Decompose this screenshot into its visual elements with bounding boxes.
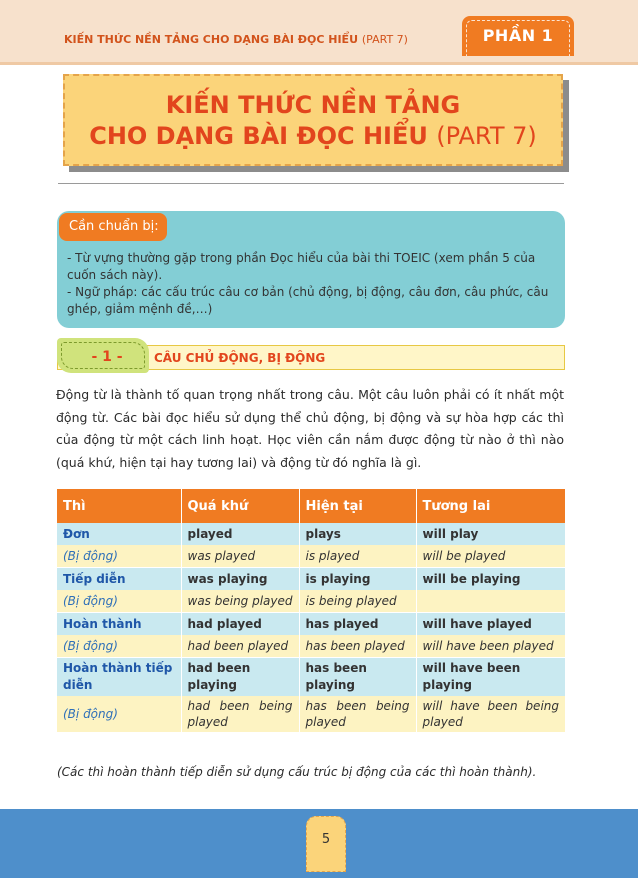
chapter-title-line2-main: CHO DẠNG BÀI ĐỌC HIỂU	[89, 122, 428, 150]
prep-label: Cần chuẩn bị:	[59, 213, 167, 241]
table-row	[57, 545, 565, 568]
chapter-title-part: (PART 7)	[436, 122, 537, 150]
table-cell: has played	[299, 613, 416, 636]
table-row	[57, 658, 565, 697]
table-cell: will be played	[416, 545, 565, 568]
prep-line-grammar: - Ngữ pháp: các cấu trúc câu cơ bản (chủ động, bị động, câu đơn, câu phức, câu ghép, giảm mệnh đề,…)	[67, 285, 549, 316]
table-cell: (Bị động)	[57, 590, 181, 613]
header-tense: Thì	[57, 489, 181, 523]
table-header-row	[57, 489, 565, 523]
table-cell: had played	[181, 613, 299, 636]
page-number: 5	[321, 832, 331, 847]
table-cell: was played	[181, 545, 299, 568]
table-cell: (Bị động)	[57, 545, 181, 568]
table-cell: (Bị động)	[57, 635, 181, 658]
tense-table	[57, 489, 565, 733]
table-cell: will have been playing	[416, 658, 565, 697]
table-cell: will be playing	[416, 568, 565, 591]
table-cell: is being played	[299, 590, 416, 613]
table-cell: plays	[299, 523, 416, 545]
table-row	[57, 590, 565, 613]
chapter-title-line1: KIẾN THỨC NỀN TẢNG	[165, 91, 461, 119]
table-cell: had been playing	[181, 658, 299, 697]
running-header-title	[64, 33, 408, 46]
table-cell: will have been being played	[416, 696, 565, 733]
table-cell: Hoàn thành tiếp diễn	[57, 658, 181, 697]
table-cell: Đơn	[57, 523, 181, 545]
table-cell: had been being played	[181, 696, 299, 733]
table-row	[57, 613, 565, 636]
table-cell: is played	[299, 545, 416, 568]
table-cell: has been played	[299, 635, 416, 658]
table-cell: will play	[416, 523, 565, 545]
chapter-title-line2	[65, 120, 561, 152]
table-cell: Hoàn thành	[57, 613, 181, 636]
table-cell: was playing	[181, 568, 299, 591]
header-divider	[0, 62, 638, 65]
table-cell: (Bị động)	[57, 696, 181, 733]
header-present: Hiện tại	[299, 489, 416, 523]
chapter-title-box	[63, 74, 563, 166]
header-past: Quá khứ	[181, 489, 299, 523]
table-row	[57, 523, 565, 545]
intro-paragraph: Động từ là thành tố quan trọng nhất trong câu. Một câu luôn phải có ít nhất một động từ. Các bài đọc hiểu sử dụng thể chủ động, bị động và sự hòa hợp các thì của động từ một cách linh hoạt. Học viên cần nắm được động từ nào ở thì nào (quá khứ, hiện tại hay tương lai) và động từ đó nghĩa là gì.	[56, 387, 564, 470]
table-cell: is playing	[299, 568, 416, 591]
table-note: (Các thì hoàn thành tiếp diễn sử dụng cấu trúc bị động của các thì hoàn thành).	[57, 765, 537, 779]
table-cell: was being played	[181, 590, 299, 613]
table-row	[57, 568, 565, 591]
table-cell: will have been played	[416, 635, 565, 658]
part-tab: PHẦN 1	[462, 16, 574, 56]
table-cell: had been played	[181, 635, 299, 658]
table-cell: will have played	[416, 613, 565, 636]
table-cell: played	[181, 523, 299, 545]
section-number: - 1 -	[91, 349, 123, 365]
table-cell: has been playing	[299, 658, 416, 697]
table-cell: has been being played	[299, 696, 416, 733]
table-cell	[416, 590, 565, 613]
horizontal-rule	[58, 183, 564, 184]
running-header-part: (PART 7)	[361, 33, 408, 46]
header-future: Tương lai	[416, 489, 565, 523]
table-row	[57, 635, 565, 658]
table-row	[57, 696, 565, 733]
table-cell: Tiếp diễn	[57, 568, 181, 591]
running-header-main: KIẾN THỨC NỀN TẢNG CHO DẠNG BÀI ĐỌC HIỂU	[64, 33, 359, 46]
prep-content	[67, 250, 557, 318]
section-title: CÂU CHỦ ĐỘNG, BỊ ĐỘNG	[154, 351, 326, 365]
prep-line-vocabulary: - Từ vựng thường gặp trong phần Đọc hiểu của bài thi TOEIC (xem phần 5 của cuốn sách này).	[67, 251, 536, 282]
